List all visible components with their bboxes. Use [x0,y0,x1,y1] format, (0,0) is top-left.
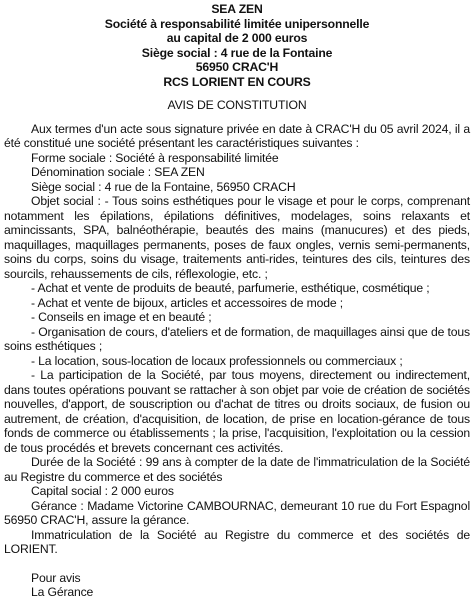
notice-title: AVIS DE CONSTITUTION [167,98,307,112]
closing-for-notice: Pour avis [31,570,81,585]
company-postcode: 56950 CRAC'H [195,60,279,74]
company-duration: Durée de la Société : 99 ans à compter de la date de l'immatriculation de la Société au Registre du commerce et des sociétés [4,455,470,484]
closing-signatory: La Gérance [31,585,94,599]
company-form: Société à responsabilité limitée unipersonnelle [104,16,370,31]
notice-body [4,122,470,557]
registered-office: Siège social : 4 rue de la Fontaine, 56950 CRACH [31,179,296,194]
closing [4,571,470,600]
purpose-item: - Conseils en image et en beauté ; [31,310,212,324]
legal-form: Forme sociale : Société à responsabilité limitée [31,150,279,165]
corporate-purpose: Objet social : - Tous soins esthétiques pour le visage et pour le corps, comprenant notamment les épilations, épilations définitives, modelages, soins relaxants et amincissants, SPA, balnéothérapie, beautés des mains (manucures) et des pieds, maquillages, maquillages permanents, poses de faux ongles, vernis semi-permanents, soins du corps, soins du visage, traitements anti-rides, teintures des cils, teintures des sourcils, rehaussements de cils, réflexologie, etc. ; [4,194,470,281]
company-header [4,2,470,89]
purpose-item: - La location, sous-location de locaux professionnels ou commerciaux ; [31,353,403,368]
purpose-item: - La participation de la Société, par tous moyens, directement ou indirectement, dans toutes opérations pouvant se rattacher à son objet par voie de création de sociétés nouvelles, d'apport, de souscription ou d'achat de titres ou droits sociaux, de fusion ou autrement, de création, d'acquisition, de location, de prise en location-gérance de tous fonds de commerce ou établissements ; la prise, l'acquisition, l'exploitation ou la cession de tous procédés et brevets concernant ces activités. [4,368,470,455]
company-address: Siège social : 4 rue de la Fontaine [141,45,333,60]
company-denomination: Dénomination sociale : SEA ZEN [31,165,205,179]
company-name: SEA ZEN [211,2,263,16]
management: Gérance : Madame Victorine CAMBOURNAC, demeurant 10 rue du Fort Espagnol 56950 CRAC'H, assure la gérance. [4,498,470,527]
registration: Immatriculation de la Société au Registre du commerce et des sociétés de LORIENT. [4,527,470,556]
intro-paragraph: Aux termes d'un acte sous signature privée en date à CRAC'H du 05 avril 2024, il a été constitué une société présentant les caractéristiques suivantes : [4,121,470,150]
purpose-item: - Achat et vente de bijoux, articles et accessoires de mode ; [31,295,343,310]
purpose-item: - Achat et vente de produits de beauté, parfumerie, esthétique, cosmétique ; [31,281,430,295]
company-capital: au capital de 2 000 euros [166,31,308,45]
company-registry: RCS LORIENT EN COURS [163,74,311,89]
purpose-item: - Organisation de cours, d'ateliers et de formation, de maquillages ainsi que de tous soins esthétiques ; [4,324,470,353]
share-capital: Capital social : 2 000 euros [31,484,174,498]
